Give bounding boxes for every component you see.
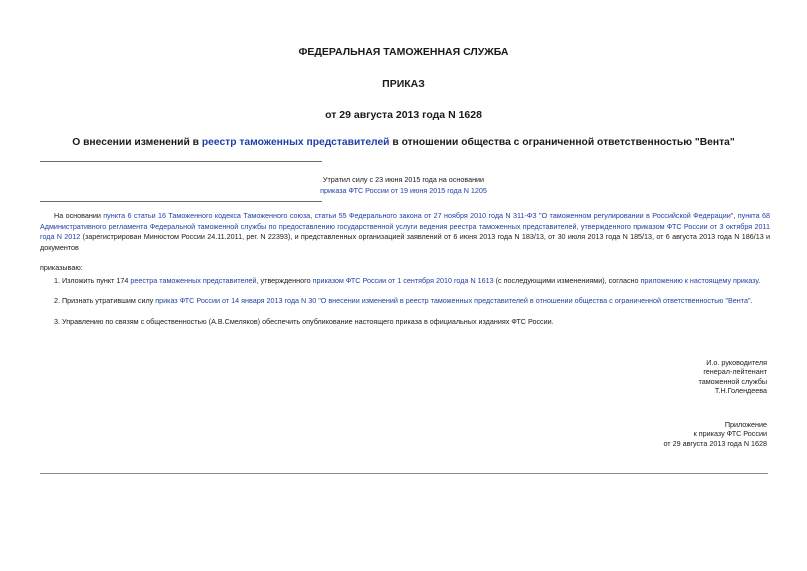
order-item-2: [40, 296, 770, 307]
title-registry-link[interactable]: реестр таможенных представителей: [201, 137, 390, 148]
page-bottom-divider: [40, 473, 768, 474]
signature-name: Т.Н.Голендеева: [714, 386, 767, 396]
appendix-title: Приложение: [724, 420, 767, 429]
agency-heading: ФЕДЕРАЛЬНАЯ ТАМОЖЕННАЯ СЛУЖБА: [298, 46, 509, 58]
basis-link-tk-article[interactable]: пункта 6 статьи 16 Таможенного кодекса Таможенного союза: [103, 211, 311, 220]
basis-link-regulation[interactable]: пункта 68 Административного регламента Федеральной таможенной службы по предоставлению государственной услуги ведения реестра таможенных представителей, утвержденного приказом ФТС России от 3 октября 2011 года N 2012: [40, 211, 770, 242]
status-note: [0, 174, 807, 196]
divider-top: [40, 161, 322, 162]
basis-text: На основании: [54, 211, 104, 220]
item-1-appendix-link[interactable]: приложению к настоящему приказу: [640, 276, 759, 285]
date-number-heading: от 29 августа 2013 года N 1628: [325, 109, 482, 121]
item-1-order-link[interactable]: приказом ФТС России от 1 сентября 2010 года N 1613: [312, 276, 494, 285]
signature-rank: генерал-лейтенант: [703, 367, 767, 377]
item-text: .: [750, 296, 753, 305]
item-text: , утвержденного: [256, 276, 313, 285]
item-3-block: [40, 317, 770, 328]
basis-text: (зарегистрирован Минюстом России 24.11.2011, рег. N 22393), и представленных организацией заявлений от 6 июня 2013 года N 183/13, от 30 июля 2013 года N 185/13, от 6 августа 2013 года N 186/13 и документов: [40, 232, 771, 252]
order-word: приказываю:: [40, 263, 83, 272]
basis-text: ,: [733, 211, 738, 220]
appendix-date: от 29 августа 2013 года N 1628: [663, 438, 767, 448]
item-text: .: [758, 276, 761, 285]
signature-block: [547, 358, 767, 396]
status-note-text: Утратил силу с 23 июня 2015 года на основании: [322, 175, 485, 184]
appendix-ref: к приказу ФТС России: [693, 429, 767, 439]
item-1-block: [40, 276, 770, 287]
signature-position: И.о. руководителя: [706, 358, 767, 367]
divider-bottom: [40, 201, 322, 202]
item-2-block: [40, 296, 770, 307]
order-word-block: [40, 263, 770, 274]
basis-paragraph: [40, 211, 770, 253]
basis-link-federal-law[interactable]: статьи 55 Федерального закона от 27 ноября 2010 года N 311-ФЗ "О таможенном регулировании в Российской Федерации": [314, 211, 734, 220]
title-text-start: О внесении изменений в: [72, 137, 202, 148]
basis-text: ,: [310, 211, 315, 220]
signature-service: таможенной службы: [698, 376, 767, 386]
title-text-end: в отношении общества с ограниченной ответственностью "Вента": [389, 137, 735, 148]
appendix-block: [547, 420, 767, 448]
page-title: [30, 137, 777, 148]
document-body: [40, 211, 770, 253]
order-item-1: [40, 276, 770, 287]
status-note-link[interactable]: приказа ФТС России от 19 июня 2015 года N 1205: [320, 186, 487, 195]
item-text: 2. Признать утратившим силу: [54, 296, 156, 305]
item-text: (с последующими изменениями), согласно: [493, 276, 641, 285]
item-text: 1. Изложить пункт 174: [54, 276, 131, 285]
doc-type-heading: ПРИКАЗ: [382, 78, 425, 90]
item-2-order-link[interactable]: приказ ФТС России от 14 января 2013 года N 30 "О внесении изменений в реестр таможенных представителей в отношении общества с ограниченной ответственностью "Вента": [155, 296, 751, 305]
order-item-3: 3. Управлению по связям с общественностью (А.В.Смеляков) обеспечить опубликование настоящего приказа в официальных изданиях ФТС России.: [54, 317, 554, 326]
item-1-registry-link[interactable]: реестра таможенных представителей: [130, 276, 257, 285]
